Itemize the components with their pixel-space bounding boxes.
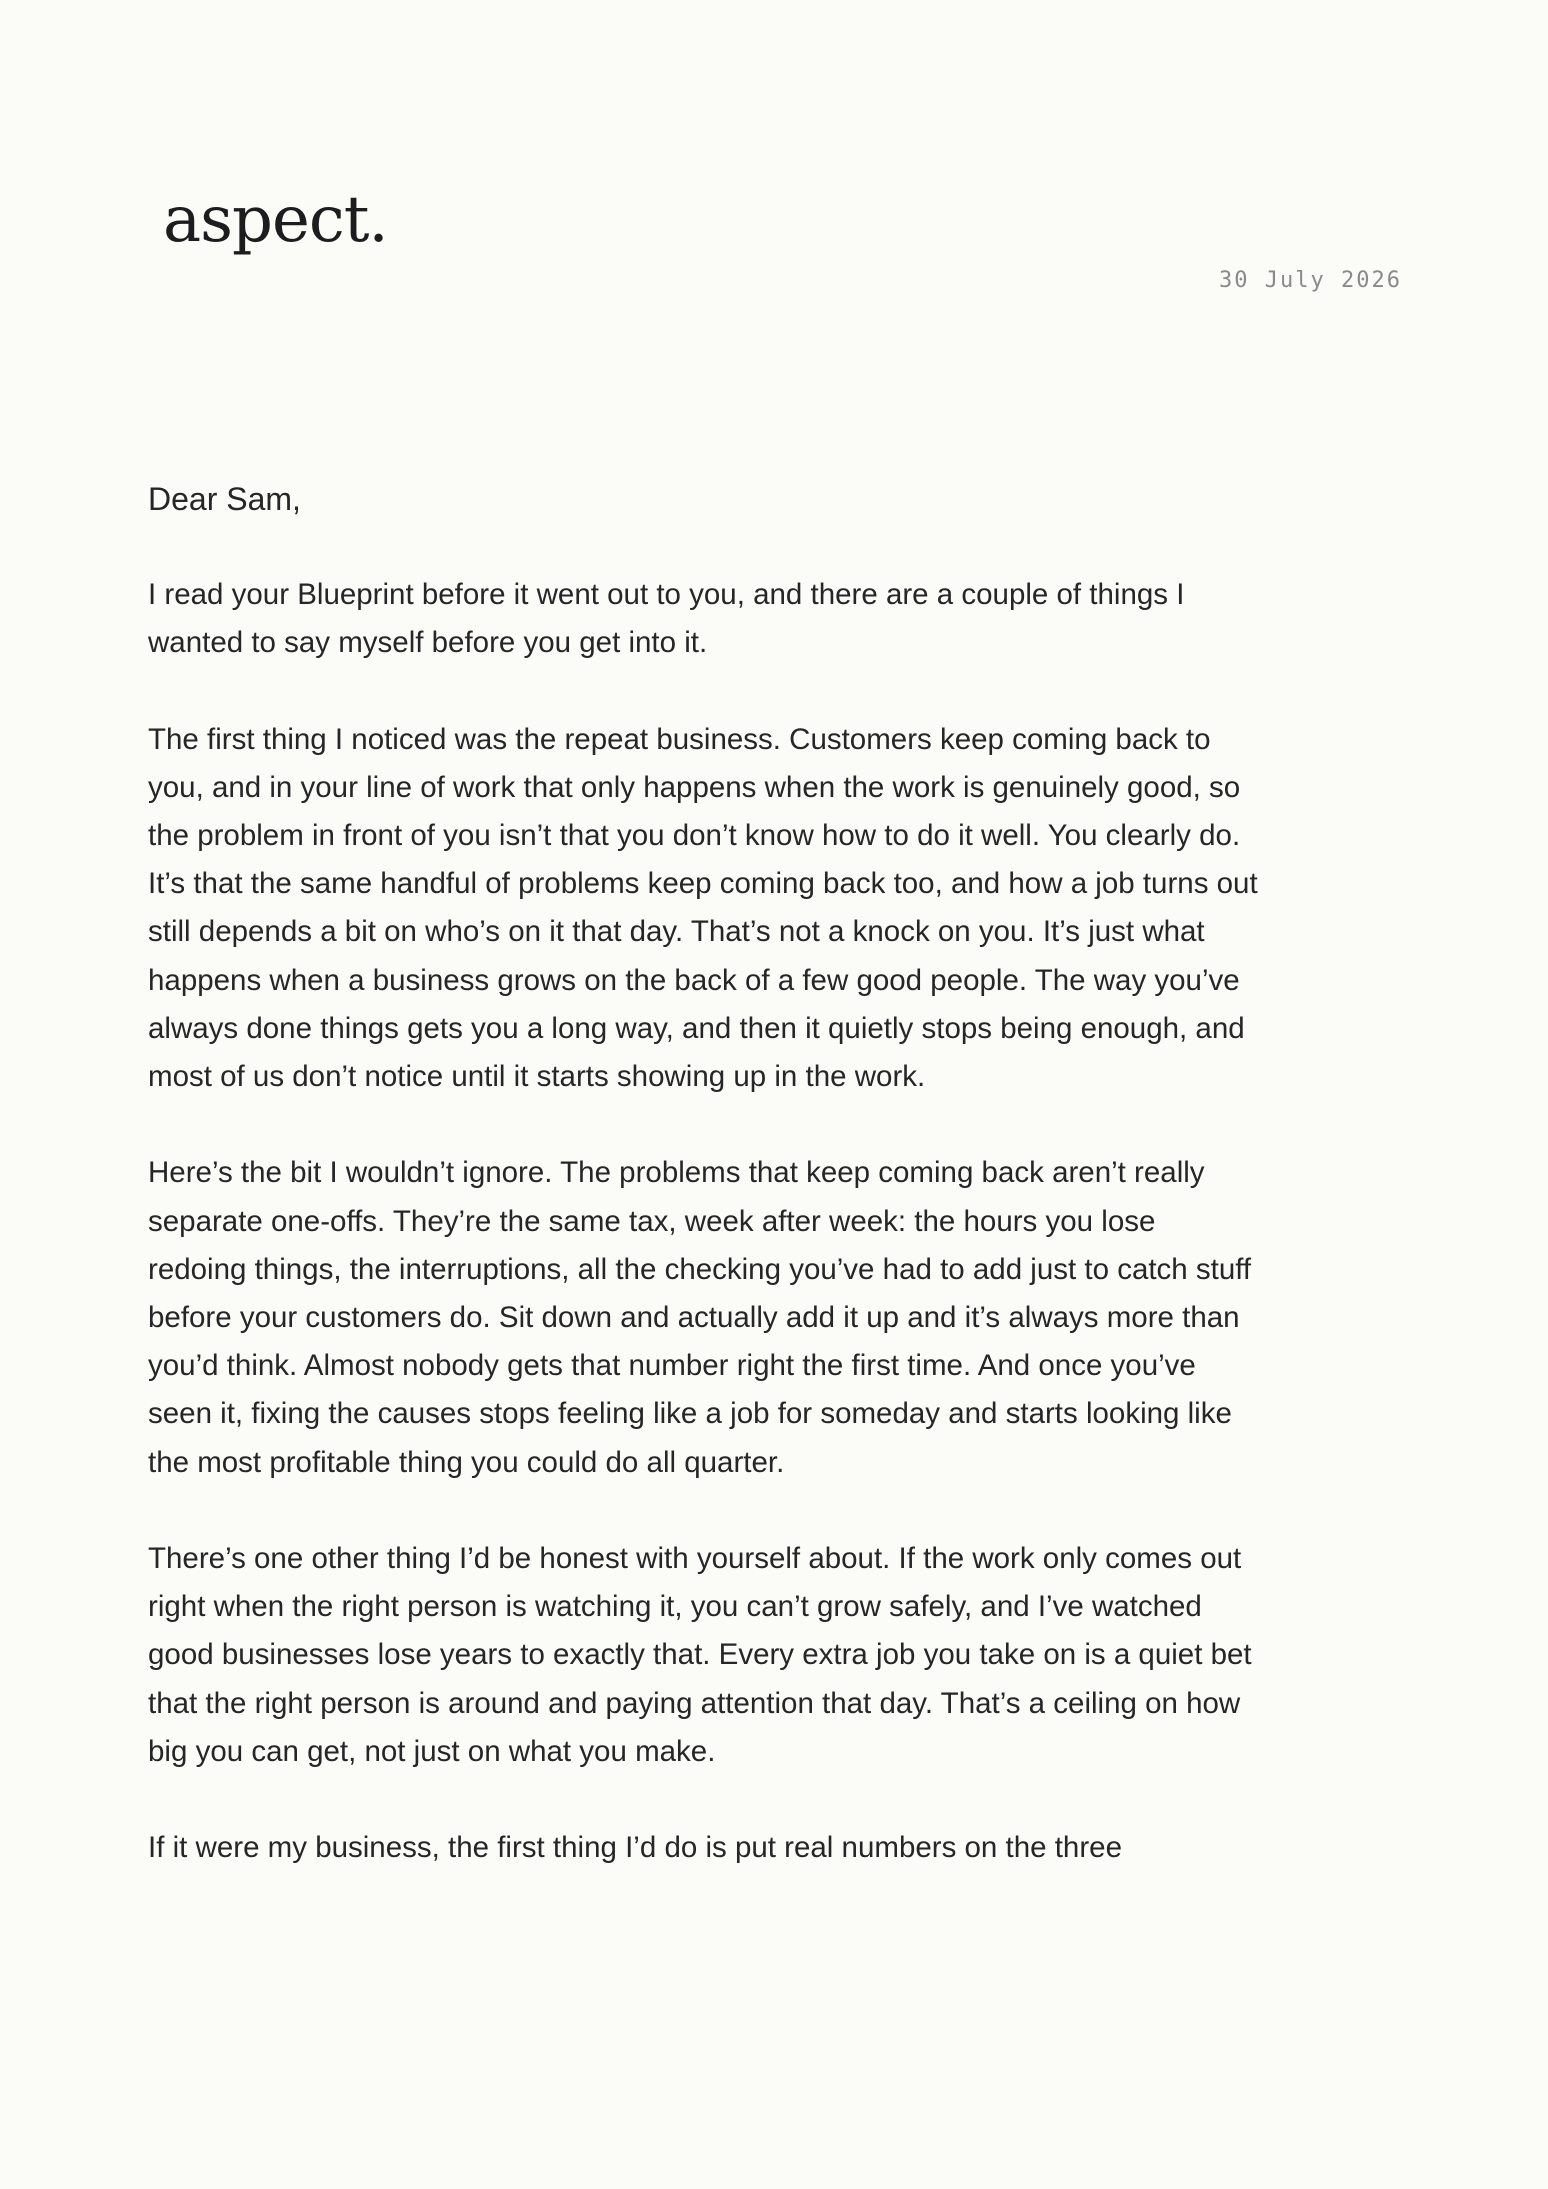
paragraph-growth-ceiling: There’s one other thing I’d be honest with yourself about. If the work only comes out right when the right person is watching it, you can’t grow safely, and I’ve watched good businesses lose years to exactly that. Every extra job you take on is a quiet bet that the right person is around and paying attention that day. That’s a ceiling on how big you can get, not just on what you make. (148, 1542, 1252, 1768)
salutation: Dear Sam, (148, 481, 301, 517)
letter-date: 30 July 2026 (1219, 268, 1402, 293)
paragraph-intro: I read your Blueprint before it went out to you, and there are a couple of things I wanted to say myself before you get into it. (148, 578, 1185, 660)
paragraph-next-steps: If it were my business, the first thing I’d do is put real numbers on the three (148, 1831, 1122, 1865)
letter-body (148, 475, 1258, 1921)
brand-logo: aspect. (163, 183, 388, 257)
paragraph-recurring-problems: Here’s the bit I wouldn’t ignore. The problems that keep coming back aren’t really separate one-offs. They’re the same tax, week after week: the hours you lose redoing things, the interruptions, all the checking you’ve had to add just to catch stuff before your customers do. Sit down and actually add it up and it’s always more than you’d think. Almost nobody gets that number right the first time. And once you’ve seen it, fixing the causes stops feeling like a job for someday and starts looking like the most profitable thing you could do all quarter. (148, 1156, 1252, 1479)
paragraph-repeat-business: The first thing I noticed was the repeat business. Customers keep coming back to you, and in your line of work that only happens when the work is genuinely good, so the problem in front of you isn’t that you don’t know how to do it well. You clearly do. It’s that the same handful of problems keep coming back too, and how a job turns out still depends a bit on who’s on it that day. That’s not a knock on you. It’s just what happens when a business grows on the back of a few good people. The way you’ve always done things gets you a long way, and then it quietly stops being enough, and most of us don’t notice until it starts showing up in the work. (148, 722, 1258, 1094)
